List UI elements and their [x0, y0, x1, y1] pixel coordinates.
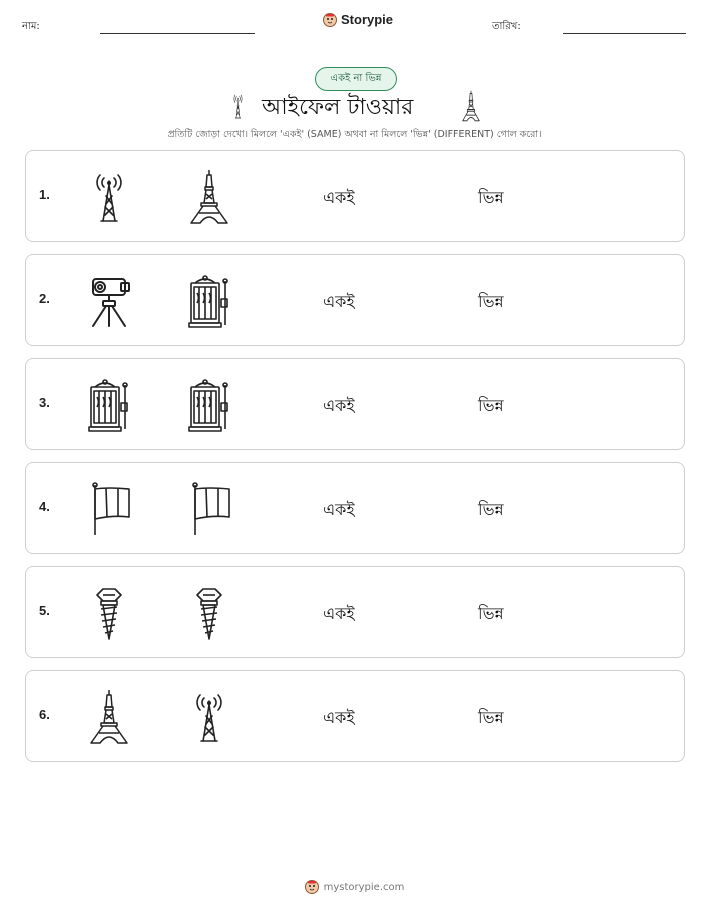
- radio-tower-icon: [83, 169, 135, 225]
- same-option[interactable]: একই: [323, 500, 355, 519]
- question-row: [25, 254, 685, 346]
- question-row: [25, 566, 685, 658]
- eiffel-tower-icon: [183, 169, 235, 225]
- different-option[interactable]: ভিন্ন: [478, 500, 504, 519]
- brand-name: Storypie: [341, 12, 394, 27]
- name-write-line[interactable]: [100, 33, 255, 34]
- radio-tower-icon: [183, 689, 235, 745]
- screw-icon: [83, 585, 135, 641]
- title-row: [0, 88, 709, 124]
- brand-logo: [323, 12, 393, 27]
- same-option[interactable]: একই: [323, 604, 355, 623]
- same-option[interactable]: একই: [323, 708, 355, 727]
- name-label: নাম:: [22, 21, 40, 32]
- question-row: [25, 150, 685, 242]
- footer-url[interactable]: mystorypie.com: [323, 881, 405, 893]
- different-option[interactable]: ভিন্ন: [478, 708, 504, 727]
- surveying-tripod-icon: [83, 273, 135, 329]
- screw-icon: [183, 585, 235, 641]
- flag-icon: [83, 481, 135, 537]
- elevator-cage-icon: [183, 377, 235, 433]
- question-row: [25, 462, 685, 554]
- eiffel-tower-icon: [459, 90, 483, 122]
- flag-icon: [183, 481, 235, 537]
- different-option[interactable]: ভিন্ন: [478, 604, 504, 623]
- elevator-cage-icon: [83, 377, 135, 433]
- different-option[interactable]: ভিন্ন: [478, 188, 504, 207]
- same-option[interactable]: একই: [323, 396, 355, 415]
- question-number: 5.: [39, 603, 50, 618]
- date-write-line[interactable]: [563, 33, 686, 34]
- eiffel-tower-icon: [83, 689, 135, 745]
- question-row: [25, 670, 685, 762]
- page-header: [0, 0, 709, 50]
- same-option[interactable]: একই: [323, 292, 355, 311]
- question-number: 4.: [39, 499, 50, 514]
- elevator-cage-icon: [183, 273, 235, 329]
- storypie-mascot-icon: [305, 880, 319, 894]
- question-number: 2.: [39, 291, 50, 306]
- storypie-mascot-icon: [323, 13, 337, 27]
- question-number: 3.: [39, 395, 50, 410]
- different-option[interactable]: ভিন্ন: [478, 396, 504, 415]
- question-number: 6.: [39, 707, 50, 722]
- date-label: তারিখ:: [492, 21, 521, 32]
- question-number: 1.: [39, 187, 50, 202]
- instructions: প্রতিটি জোড়া দেখো। মিললে 'একই' (SAME) অথবা না মিললে 'ভিন্ন' (DIFFERENT) গোল করো।: [167, 129, 542, 140]
- question-row: [25, 358, 685, 450]
- radio-tower-icon: [229, 92, 247, 120]
- same-option[interactable]: একই: [323, 188, 355, 207]
- page-footer: [0, 880, 709, 894]
- worksheet-type-badge: একই না ভিন্ন: [315, 67, 397, 91]
- different-option[interactable]: ভিন্ন: [478, 292, 504, 311]
- page-title: আইফেল টাওয়ার: [262, 95, 414, 120]
